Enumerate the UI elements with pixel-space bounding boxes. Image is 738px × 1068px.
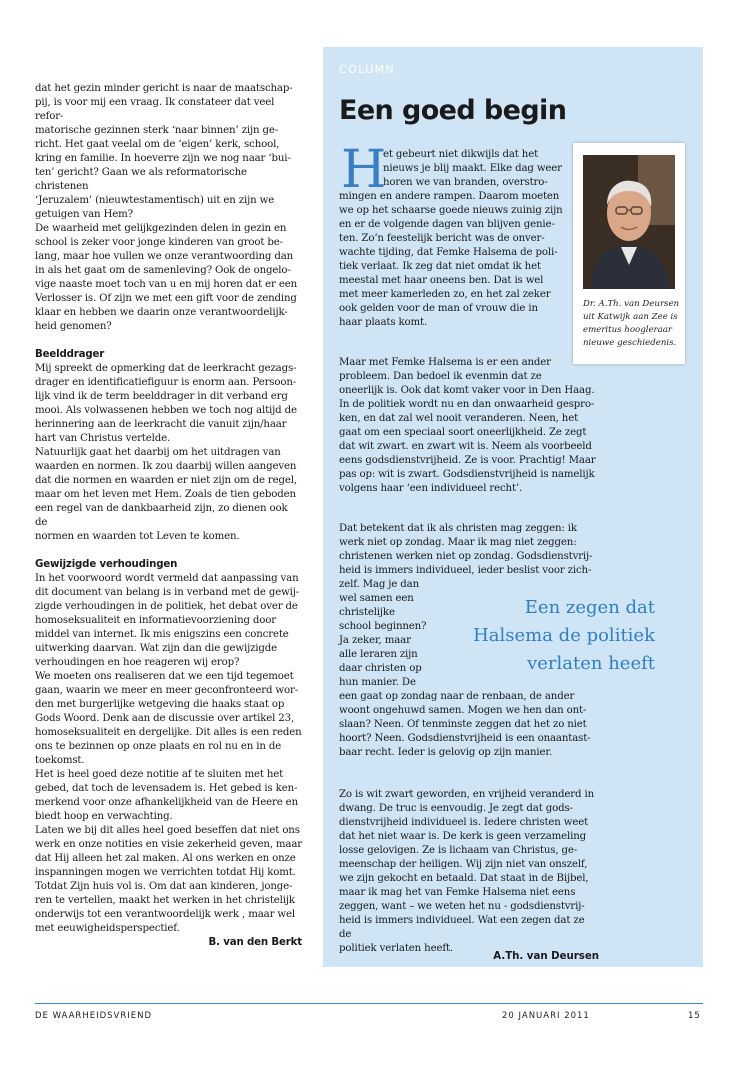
section-heading: Gewijzigde verhoudingen (35, 559, 178, 570)
publication-name: DE WAARHEIDSVRIEND (35, 1011, 153, 1021)
footer-rule (35, 1003, 703, 1004)
drop-cap: H (341, 140, 387, 200)
page-number: 15 (688, 1011, 701, 1021)
paragraph: Natuurlijk gaat het daarbij om het uitdragen van waarden en normen. Ik zou daarbij willen aangeven dat die normen en waarden er niet zijn om de regel, maar om het leven met Hem. Zoals de tien geboden een regel van de dankbaarheid zijn, zo dienen ook de normen en waarden tot Leven te komen. (35, 447, 297, 542)
author-photo-card (573, 143, 685, 364)
column-paragraph: een gaat op zondag naar de renbaan, de ander woont ongehuwd samen. Mogen we hen dan ont- slaan? Neen. Of tenminste zeggen dat het zo niet hoort? Neen. Godsdienstvrijheid is een onaantast- baar recht. Ieder is gelovig op zijn manier. (339, 691, 591, 758)
column-paragraph: Maar met Femke Halsema is er een ander probleem. Dan bedoel ik evenmin dat ze oneerlijk is. Ook dat komt vaker voor in Den Haag. In de politiek wordt nu en dan onwaarheid gespro- ken, en dat zal wel nooit veranderen. Neen, het gaat om een speciaal soort oneerlijkheid. Ze zegt dat wit zwart. en zwart wit is. Neem als voorbeeld eens godsdienstvrijheid. Ze is voor. Prachtig! Maar pas op: wit is zwart. Godsdienstvrijheid is namelijk volgens haar ‘een individueel recht’. (339, 357, 596, 494)
author-signature: B. van den Berkt (208, 937, 302, 948)
column-label: COLUMN (339, 63, 396, 76)
column-paragraph: Zo is wit zwart geworden, en vrijheid veranderd in dwang. De truc is eenvoudig. Je zegt dat gods- dienstvrijheid individueel is. Iedere christen weet dat het niet waar is. De kerk is geen verzameling losse gelovigen. Ze is lichaam van Christus, ge- meenschap der heiligen. Wij zijn niet van onszelf, we zijn gekocht en betaald. Dat staat in de Bijbel, maar ik mag het van Femke Halsema niet eens zeggen, want – we weten het nu - godsdienstvrij- heid is immers individueel. Wat een zegen dat ze de politiek verlaten heeft. (339, 789, 594, 954)
intro-text: et gebeurt niet dikwijls dat het nieuws je blij maakt. Elke dag weer horen we van branden, overstro- (383, 149, 562, 188)
paragraph: De waarheid met gelijkgezinden delen in gezin en school is zeker voor jonge kinderen van groot be- lang, maar hoe vullen we onze verantwoording dan in als het gaat om de samenleving? Ook de ongelo- vige naaste moet toch van u en mij horen dat er een Verlosser is. Of zijn we met een gift voor de zending klaar en hebben we daarin onze verantwoordelijk- heid genomen? (35, 223, 297, 332)
paragraph: We moeten ons realiseren dat we een tijd tegemoet gaan, waarin we meer en meer geconfronteerd wor- den met burgerlijke wetgeving die haaks staat op Gods Woord. Denk aan de discussie over artikel 23, homoseksualiteit en dergelijke. Dit alles is een reden ons te bezinnen op onze plaats en rol nu en in de toekomst. (35, 671, 302, 766)
portrait-illustration (583, 155, 675, 289)
left-article-column (35, 82, 302, 950)
column-paragraph: mingen en andere rampen. Daarom moeten we op het schaarse goede nieuws zuinig zijn en er de volgende dagen van blijven genie- ten. Zo’n feestelijk bericht was de onver- wachte tijding, dat Femke Halsema de poli- tiek verlaat. Ik zeg dat niet omdat ik het meestal met haar oneens ben. Dat is wel met meer kamerleden zo, en het zal zeker ook gelden voor de man of vrouw die in haar plaats komt. (339, 191, 563, 328)
pull-quote: Een zegen dat Halsema de politiek verlaten heeft (473, 597, 655, 674)
author-photo (583, 155, 675, 289)
paragraph: Mij spreekt de opmerking dat de leerkracht gezags- drager en identificatiefiguur is enorm aan. Persoon- lijk vind ik de term beelddrager in dit verband erg mooi. Als volwassenen hebben we toch nog altijd de herinnering aan de leerkracht die vanuit zijn/haar hart van Christus vertelde. (35, 363, 297, 444)
column-title: Een goed begin (339, 95, 567, 126)
paragraph: dat het gezin minder gericht is naar de maatschap- pij, is voor mij een vraag. Ik constateer dat veel refor- matorische gezinnen sterk ‘naar binnen’ zijn ge- richt. Het gaat veelal om de ‘eigen’ kerk, school, kring en familie. In hoeverre zijn we nog naar ‘bui- ten’ gericht? Gaan we als reformatorische christenen ‘Jeruzalem’ (nieuwtestamentisch) uit en zijn we getuigen van Hem? (35, 83, 293, 220)
issue-date: 20 JANUARI 2011 (502, 1011, 590, 1021)
paragraph: In het voorwoord wordt vermeld dat aanpassing van dit document van belang is in verband met de gewij- zigde verhoudingen in de politiek, het debat over de homoseksualiteit en informatievoorziening door middel van internet. Ik mis enigszins een concrete uitwerking daarvan. Wat zijn dan die gewijzigde verhoudingen en hoe reageren wij erop? (35, 573, 300, 668)
column-paragraph: Dat betekent dat ik als christen mag zeggen: ik werk niet op zondag. Maar ik mag niet zeggen: christenen werken niet op zondag. Godsdienstvrij- heid is immers individueel, ieder beslist voor zich- zelf. Mag je dan wel samen een christelijke school beginnen? Ja zeker, maar alle leraren zijn daar christen op hun manier. De (339, 523, 593, 688)
column-signature: A.Th. van Deursen (493, 951, 599, 962)
photo-caption: Dr. A.Th. van Deursen uit Katwijk aan Zee is emeritus hoogleraar nieuwe geschiedenis. (583, 299, 680, 348)
paragraph: Het is heel goed deze notitie af te sluiten met het gebed, dat toch de levensadem is. Het gebed is ken- merkend voor onze afhankelijkheid van de Heere en biedt hoop en verwachting. (35, 769, 298, 822)
paragraph: Laten we bij dit alles heel goed beseffen dat niet ons werk en onze notities en visie zekerheid geven, maar dat Hij alleen het zal maken. Al ons werken en onze inspanningen mogen we verrichten totdat Hij komt. Totdat Zijn huis vol is. Om dat aan kinderen, jonge- ren te vertellen, maakt het werken in het christelijk onderwijs tot een verantwoordelijk werk , maar wel met eeuwigheidsperspectief. (35, 825, 303, 934)
section-heading: Beelddrager (35, 349, 105, 360)
